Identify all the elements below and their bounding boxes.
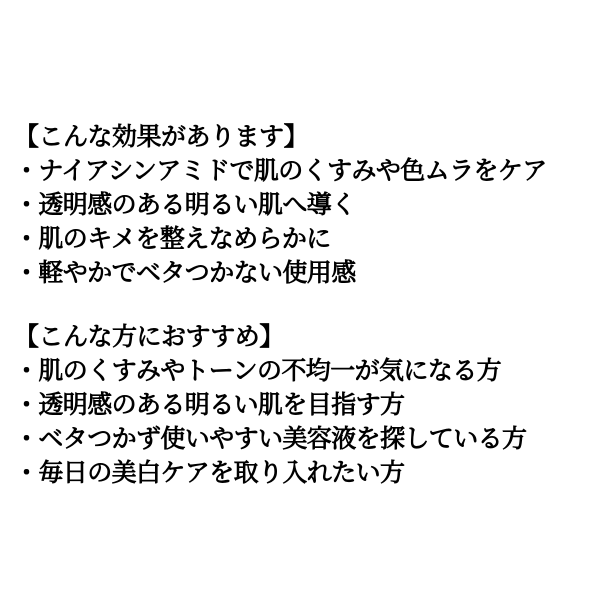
section-recommended-for <box>14 320 606 490</box>
section-recommended-for-item-4: ・毎日の美白ケアを取り入れたい方 <box>14 458 405 487</box>
section-effects-item-2: ・透明感のある明るい肌へ導く <box>14 190 356 219</box>
section-recommended-for-item-3: ・ベタつかず使いやすい美容液を探している方 <box>14 424 527 453</box>
section-recommended-for-item-1: ・肌のくすみやトーンの不均一が気になる方 <box>14 356 502 385</box>
section-effects <box>14 120 606 290</box>
section-effects-item-4: ・軽やかでベタつかない使用感 <box>14 258 356 287</box>
section-recommended-for-heading: 【こんな方におすすめ】 <box>14 322 284 351</box>
document-content <box>14 120 606 490</box>
section-effects-item-3: ・肌のキメを整えなめらかに <box>14 224 331 253</box>
section-recommended-for-item-2: ・透明感のある明るい肌を目指す方 <box>14 390 405 419</box>
section-effects-heading: 【こんな効果があります】 <box>14 122 309 151</box>
section-effects-item-1: ・ナイアシンアミドで肌のくすみや色ムラをケア <box>14 156 547 185</box>
